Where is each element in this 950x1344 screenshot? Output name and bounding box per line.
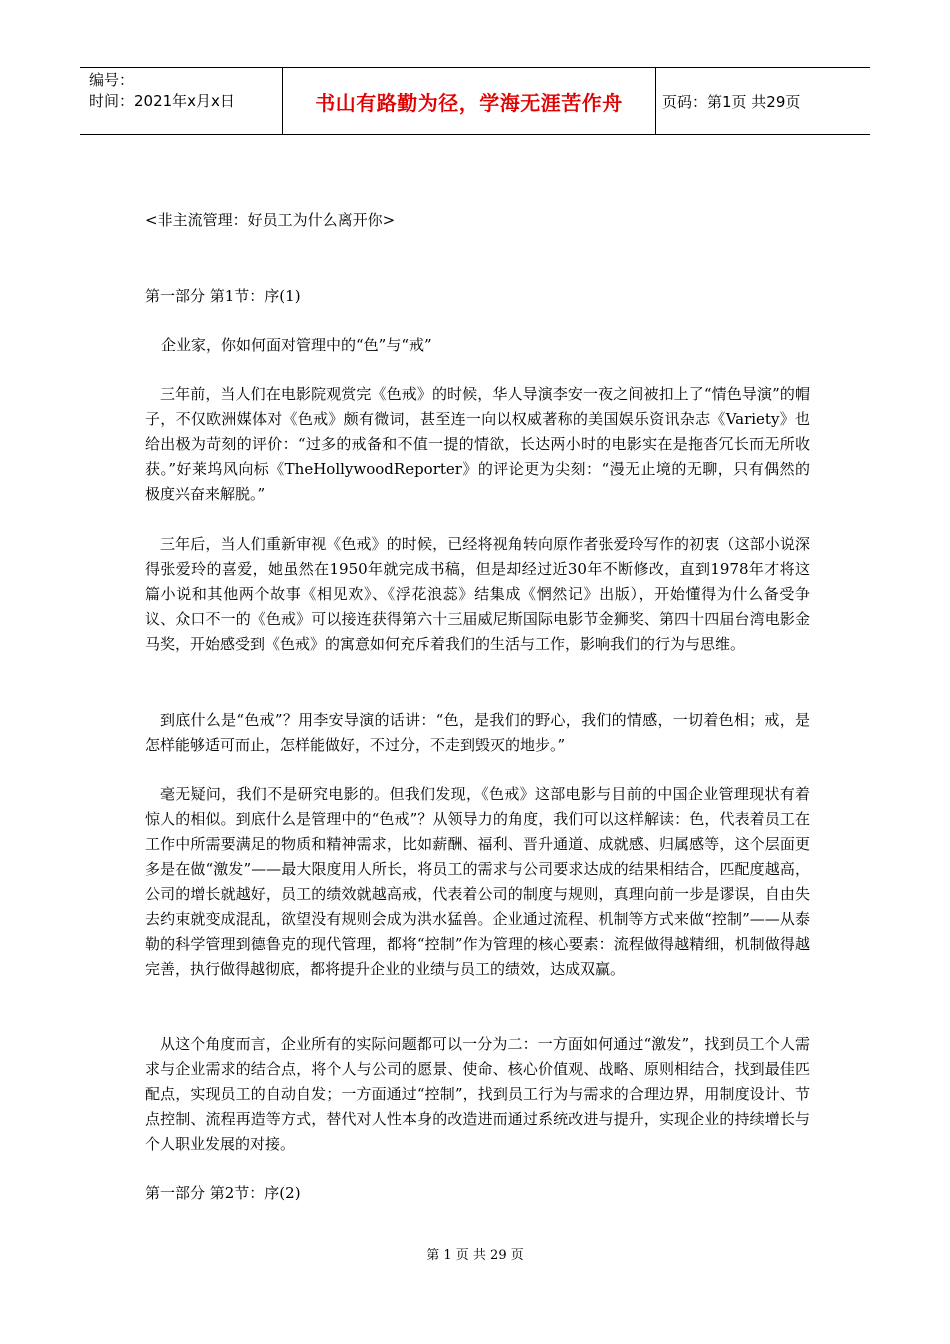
paragraph-2 — [145, 532, 810, 657]
page-info: 页码：第1页 共29页 — [662, 92, 801, 111]
time-label: 时间：2021年x月x日 — [89, 92, 235, 110]
serial-number-label: 编号： — [89, 71, 135, 89]
paragraph-text: 毫无疑问，我们不是研究电影的。但我们发现，《色戒》这部电影与目前的中国企业管理现状有着惊人的相似。到底什么是管理中的“色戒”？从领导力的角度，我们可以这样解读：色，代表着员工在工作中所需要满足的物质和精神需求，比如薪酬、福利、晋升通道、成就感、归属感等，这个层面更多是在做“激发”——最大限度用人所长，将员工的需求与公司要求达成的结果相结合，匹配度越高，公司的增长就越好，员工的绩效就越高戒，代表着公司的制度与规则，真理向前一步是谬误，自由失去约束就变成混乱，欲望没有规则会成为洪水猛兽。企业通过流程、机制等方式来做“控制”——从泰勒的科学管理到德鲁克的现代管理，都将“控制”作为管理的核心要素：流程做得越精细，机制做得越完善，执行做得越彻底，都将提升企业的业绩与员工的绩效，达成双赢。 — [145, 785, 810, 978]
motto-text: 书山有路勤为径，学海无涯苦作舟 — [315, 90, 623, 115]
paragraph-text: 从这个角度而言，企业所有的实际问题都可以一分为二：一方面如何通过“激发”，找到员工个人需求与企业需求的结合点，将个人与公司的愿景、使命、核心价值观、战略、原则相结合，找到最佳匹配点，实现员工的自动自发；一方面通过“控制”，找到员工行为与需求的合理边界，用制度设计、节点控制、流程再造等方式，替代对人性本身的改造进而通过系统改进与提升，实现企业的持续增长与个人职业发展的对接。 — [145, 1035, 810, 1153]
paragraph-5 — [145, 1032, 810, 1157]
header-meta — [80, 68, 282, 134]
paragraph-text: 三年前，当人们在电影院观赏完《色戒》的时候，华人导演李安一夜之间被扣上了“情色导演”的帽子，不仅欧洲媒体对《色戒》颇有微词，甚至连一向以权威著称的美国娱乐资讯杂志《Variety》也给出极为苛刻的评价：“过多的戒备和不值一提的情欲，长达两小时的电影实在是拖沓冗长而无所收获。”好莱坞风向标《TheHollywoodReporter》的评论更为尖刻：“漫无止境的无聊，只有偶然的极度兴奋来解脱。” — [145, 385, 810, 503]
paragraph-4 — [145, 782, 810, 982]
page-footer: 第 1 页 共 29 页 — [426, 1248, 524, 1263]
paragraph-text: 到底什么是“色戒”？用李安导演的话讲：“色，是我们的野心，我们的情感，一切着色相；戒，是怎样能够适可而止，怎样能做好，不过分，不走到毁灭的地步。” — [145, 711, 810, 754]
paragraph-text: 三年后，当人们重新审视《色戒》的时候，已经将视角转向原作者张爱玲写作的初衷（这部小说深得张爱玲的喜爱，她虽然在1950年就完成书稿，但是却经过近30年不断修改，直到1978年才将这篇小说和其他两个故事《相见欢》、《浮花浪蕊》结集成《惘然记》出版），开始懂得为什么备受争议、众口不一的《色戒》可以接连获得第六十三届威尼斯国际电影节金狮奖、第四十四届台湾电影金马奖，开始感受到《色戒》的寓意如何充斥着我们的生活与工作，影响我们的行为与思维。 — [145, 535, 810, 653]
header-table — [80, 67, 870, 135]
section-heading-2: 第一部分 第2节：序(2) — [145, 1184, 301, 1202]
section-heading-1: 第一部分 第1节：序(1) — [145, 287, 301, 305]
paragraph-1 — [145, 382, 810, 507]
paragraph-3 — [145, 708, 810, 758]
header-motto-cell — [282, 68, 656, 134]
document-title: <非主流管理：好员工为什么离开你> — [145, 211, 396, 229]
subtitle: 企业家，你如何面对管理中的“色”与“戒” — [161, 336, 432, 354]
